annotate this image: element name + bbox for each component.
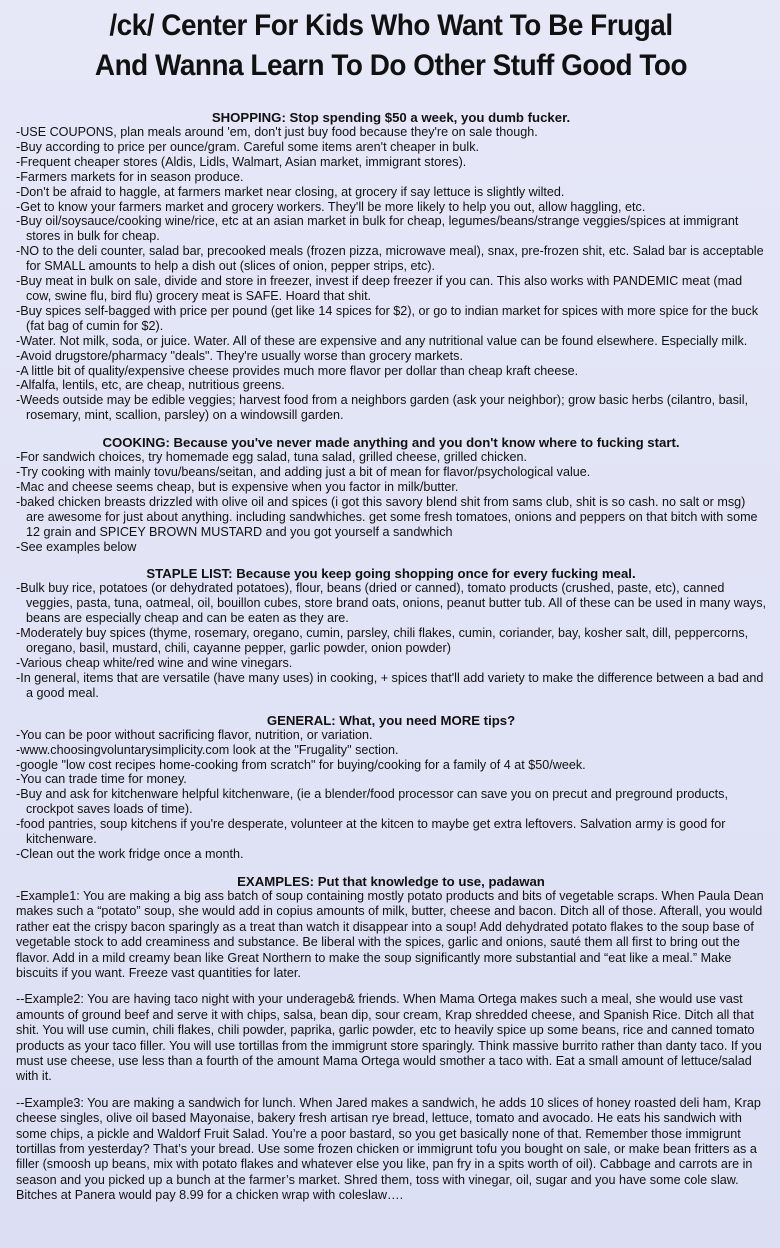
list-item: -For sandwich choices, try homemade egg salad, tuna salad, grilled cheese, grilled chicken.: [16, 450, 528, 465]
list-item: -Weeds outside may be edible veggies; harvest food from a neighbors garden (ask your neighbor); grow basic herbs (cilantro, basil, rosemary, mint, scallion, parsley) on a windowsill garden.: [16, 393, 748, 423]
list-item: -A little bit of quality/expensive cheese provides much more flavor per dollar than cheap kraft cheese.: [16, 363, 579, 378]
examples-section: [16, 874, 766, 1204]
list-item: -Bulk buy rice, potatoes (or dehydrated potatoes), flour, beans (dried or canned), tomato products (crushed, paste, etc), canned veggies, pasta, tuna, oatmeal, oil, bouillon cubes, store brand oats, onions, peanut butter tub. All of these can be used in many ways, beans are especially cheap and can be eaten as they are.: [16, 581, 766, 626]
title-line-2: And Wanna Learn To Do Other Stuff Good Too: [94, 49, 688, 82]
list-item: -In general, items that are versatile (have many uses) in cooking, + spices that'll add variety to make the difference between a bad and a good meal.: [16, 670, 764, 700]
cooking-list: [16, 450, 766, 554]
shopping-section: [16, 110, 766, 423]
general-heading: GENERAL: What, you need MORE tips?: [266, 712, 516, 728]
list-item: -See examples below: [16, 539, 137, 554]
list-item: -NO to the deli counter, salad bar, precooked meals (frozen pizza, microwave meal), snax, pre-frozen shit, etc. Salad bar is acceptable for SMALL amounts to help a dish out (slices of onion, pepper strips, etc).: [16, 244, 764, 274]
examples-heading: EXAMPLES: Put that knowledge to use, padawan: [237, 873, 545, 889]
list-item: -You can be poor without sacrificing flavor, nutrition, or variation.: [16, 727, 373, 742]
cooking-section: [16, 435, 766, 554]
list-item: -Get to know your farmers market and grocery workers. They'll be more likely to help you out, allow haggling, etc.: [16, 199, 646, 214]
list-item: -google "low cost recipes home-cooking from scratch" for buying/cooking for a family of 4 at $50/week.: [16, 757, 586, 772]
general-list: [16, 728, 766, 862]
shopping-heading: SHOPPING: Stop spending $50 a week, you dumb fucker.: [211, 110, 571, 125]
list-item: -Buy meat in bulk on sale, divide and store in freezer, invest if deep freezer if you can. This also works with PANDEMIC meat (mad cow, swine flu, bird flu) grocery meat is SAFE. Hoard that shit.: [16, 274, 743, 303]
list-item: -Moderately buy spices (thyme, rosemary, oregano, cumin, parsley, chili flakes, cumin, coriander, bay, kosher salt, dill, peppercorns, oregano, basil, mustard, chili, cayanne pepper, garlic powder, onion powder): [16, 626, 749, 656]
list-item: -baked chicken breasts drizzled with olive oil and spices (i got this savory blend shit from sams club, shit is so cash. no salt or msg) are awesome for just about anything. including sandwhiches. get some fresh tomatoes, onions and peppers on that bitch with some 12 grain and SPICEY BROWN MUSTARD and you got yourself a sandwhich: [16, 494, 758, 539]
list-item: -Mac and cheese seems cheap, but is expensive when you factor in milk/butter.: [16, 479, 459, 494]
list-item: -Alfalfa, lentils, etc, are cheap, nutritious greens.: [16, 378, 285, 393]
example-1: -Example1: You are making a big ass batch of soup containing mostly potato products and bits of vegetable scraps. When Paula Dean makes such a “potato” soup, she would add in copius amounts of milk, butter, cheese and bacon. Ditch all of those. Afterall, you would rather eat the crispy bacon sparingly as a treat than watch it disappear into a soup! Add dehydrated potato flakes to the soup base of vegetable stock to add creaminess and substance. Be liberal with the spices, garlic and onions, sauté them all first to bring out the flavor. Add in a mild creamy bean like Great Northern to make the soup significantly more substantial and “eat like a meal.” Make biscuits if you want. Freeze vast quantities for later.: [16, 888, 764, 980]
list-item: -Buy according to price per ounce/gram. Careful some items aren't cheaper in bulk.: [16, 139, 479, 154]
cooking-heading: COOKING: Because you've never made anything and you don't know where to fucking start.: [102, 435, 680, 451]
list-item: -www.choosingvoluntarysimplicity.com look at the "Frugality" section.: [16, 742, 399, 757]
list-item: -Clean out the work fridge once a month.: [16, 846, 244, 861]
list-item: -Avoid drugstore/pharmacy "deals". They're usually worse than grocery markets.: [16, 348, 463, 363]
list-item: -Farmers markets for in season produce.: [16, 169, 244, 184]
list-item: -Buy spices self-bagged with price per pound (get like 14 spices for $2), or go to indian market for spices with more spice for the buck (fat bag of cumin for $2).: [16, 303, 758, 333]
title-line-1: /ck/ Center For Kids Who Want To Be Frugal: [109, 9, 673, 42]
page-title: [42, 0, 740, 86]
example-3: --Example3: You are making a sandwich for lunch. When Jared makes a sandwich, he adds 10 slices of honey roasted deli ham, Krap cheese singles, olive oil based Mayonaise, bakery fresh artisan rye bread, lettuce, tomato and avocado. He eats his sandwich with some chips, a pickle and Waldorf Fruit Salad. You’re a poor bastard, so you get basically none of that. Remember those immigrunt tortillas from yesterday? That’s your bread. Use some frozen chicken or immigrunt tofu you bought on sale, or make bean fritters as a filler (smoosh up beans, mix with potato flakes and whatever else you like, pan fry in a spits worth of oil). Cabbage and carrots are in season and you picked up a bunch at the farmer’s market. Shred them, toss with vinegar, oil, sugar and you have some cole slaw. Bitches at Panera would pay 8.99 for a chicken wrap with coleslaw….: [16, 1095, 761, 1203]
staple-list: [16, 581, 766, 700]
list-item: -Buy and ask for kitchenware helpful kitchenware, (ie a blender/food processor can save you on precut and preground products, crockpot saves loads of time).: [16, 787, 728, 817]
general-section: [16, 713, 766, 862]
list-item: -Frequent cheaper stores (Aldis, Lidls, Walmart, Asian market, immigrant stores).: [16, 154, 467, 169]
shopping-list: [16, 125, 766, 423]
list-item: -Try cooking with mainly tovu/beans/seitan, and adding just a bit of mean for flavor/psychological value.: [16, 465, 591, 480]
example-2: --Example2: You are having taco night with your underageb& friends. When Mama Ortega makes such a meal, she would use vast amounts of ground beef and serve it with chips, salsa, bean dip, sour cream, Krap shredded cheese, and Spanish Rice. Ditch all that shit. You will use cumin, chili flakes, chili powder, paprika, garlic powder, etc to heavily spice up some beans, rice and canned tomato products as your taco filler. You will use tortillas from the immigrunt store sparingly. Think massive burrito rather than danty taco. If you must use cheese, use less than a fourth of the amount Mama Ortega would smother a taco with. Eat a small amount of lettuce/salad with it.: [16, 992, 762, 1084]
staple-section: [16, 566, 766, 700]
list-item: -Water. Not milk, soda, or juice. Water. All of these are expensive and any nutritional value can be found elsewhere. Especially milk.: [16, 333, 748, 348]
list-item: -You can trade time for money.: [16, 772, 187, 787]
list-item: -food pantries, soup kitchens if you're desperate, volunteer at the kitcen to maybe get extra leftovers. Salvation army is good for kitchenware.: [16, 817, 726, 847]
list-item: -Buy oil/soysauce/cooking wine/rice, etc at an asian market in bulk for cheap, legumes/beans/strange veggies/spices at immigrant stores in bulk for cheap.: [16, 214, 739, 244]
list-item: -Various cheap white/red wine and wine vinegars.: [16, 656, 293, 670]
list-item: -USE COUPONS, plan meals around 'em, don't just buy food because they're on sale though.: [16, 125, 538, 139]
staple-heading: STAPLE LIST: Because you keep going shopping once for every fucking meal.: [146, 566, 636, 582]
list-item: -Don't be afraid to haggle, at farmers market near closing, at grocery if say lettuce is slightly wilted.: [16, 184, 565, 199]
